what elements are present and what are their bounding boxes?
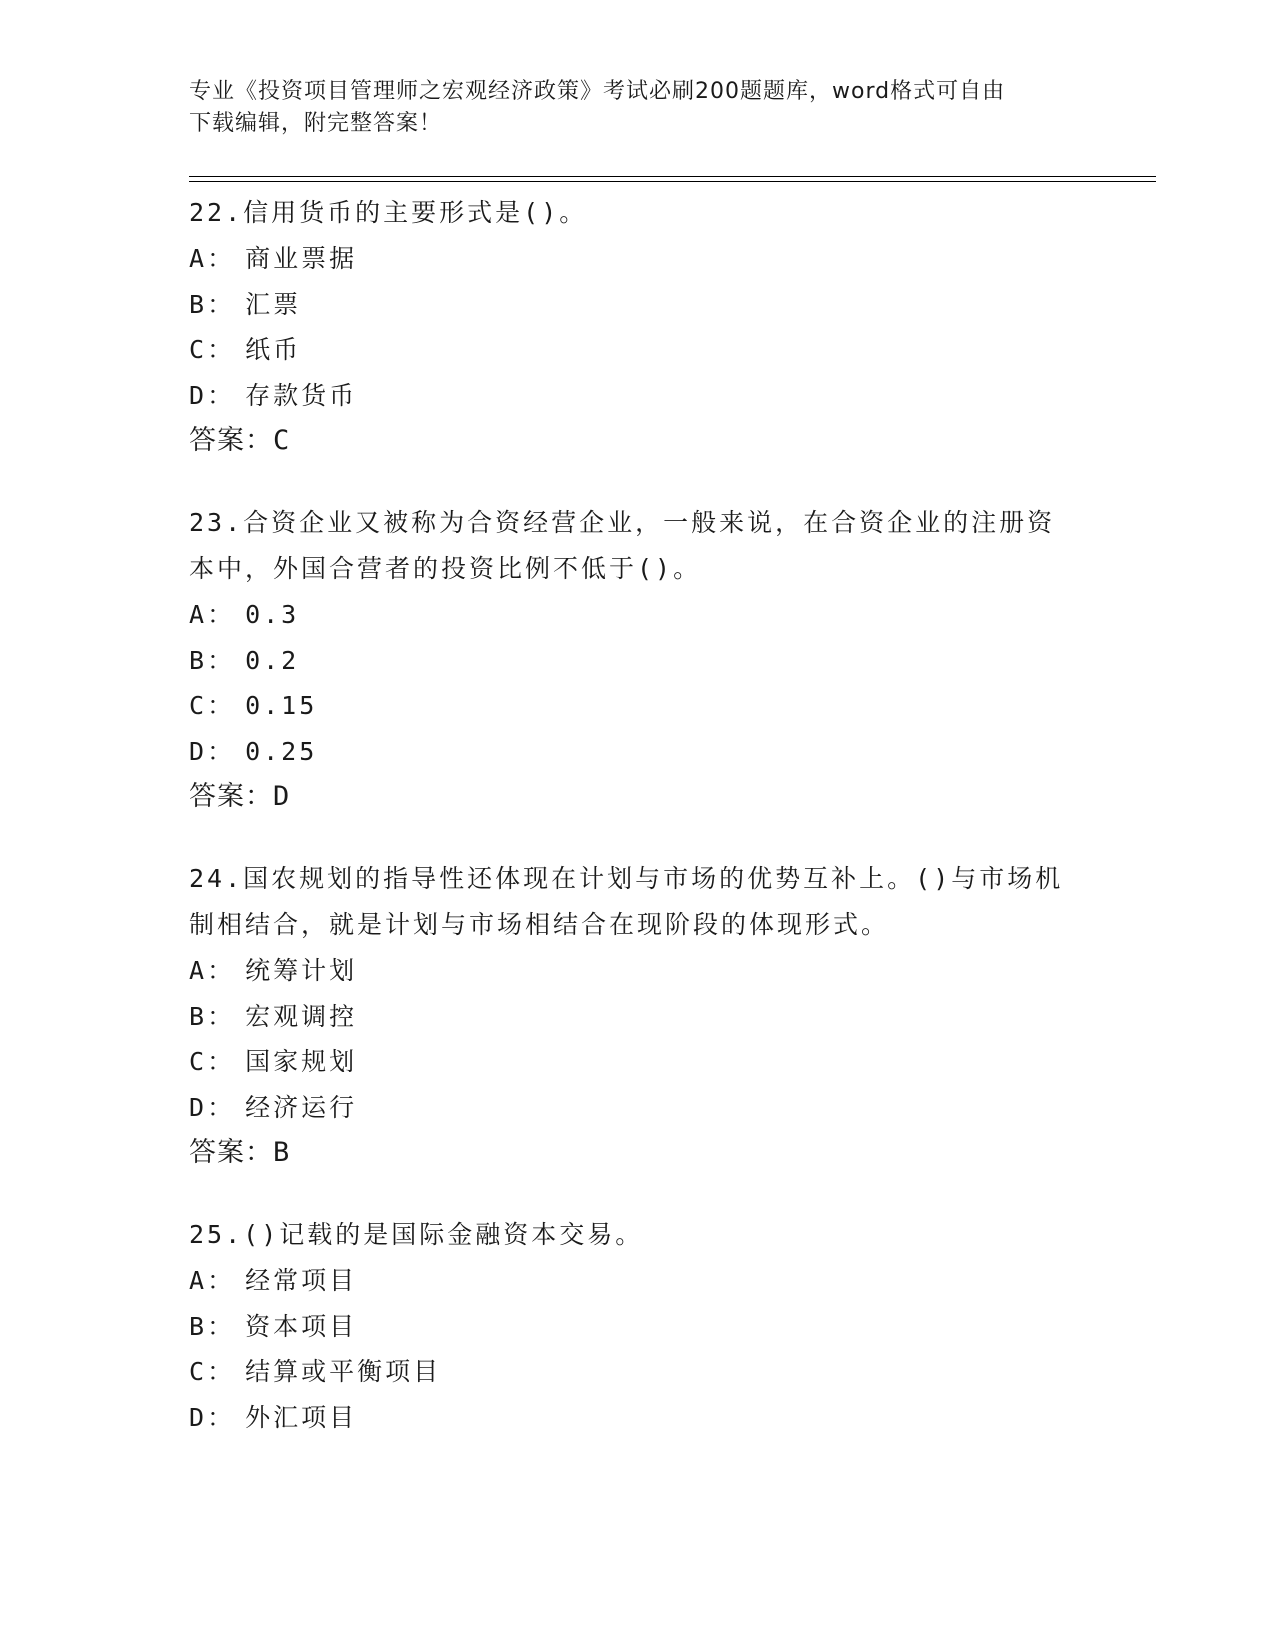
- header-line-1: 专业《投资项目管理师之宏观经济政策》考试必刷200题题库，word格式可自由: [189, 79, 1006, 104]
- option-text: 外汇项目: [245, 1402, 358, 1432]
- option-separator: ：: [207, 1092, 236, 1122]
- answer: [189, 774, 1089, 820]
- option-letter: D: [189, 1402, 208, 1432]
- question-22: [189, 190, 1089, 464]
- option-text: 统筹计划: [245, 956, 358, 985]
- answer-label: 答案：: [189, 781, 273, 812]
- option-letter: A: [189, 956, 208, 985]
- option-a: [189, 948, 1089, 994]
- option-text: 商业票据: [245, 244, 358, 273]
- option-text: 结算或平衡项目: [245, 1357, 442, 1386]
- option-c: [189, 327, 1089, 373]
- option-separator: ：: [207, 1001, 236, 1031]
- option-letter: B: [189, 1311, 208, 1341]
- option-text: 存款货币: [245, 380, 358, 410]
- option-separator: ：: [207, 691, 236, 720]
- option-d: [189, 1085, 1089, 1131]
- option-separator: ：: [207, 736, 236, 766]
- question-list: [189, 190, 1089, 1476]
- option-separator: ：: [207, 1266, 236, 1295]
- option-separator: ：: [207, 1047, 236, 1076]
- answer: [189, 418, 1089, 464]
- option-separator: ：: [207, 380, 236, 410]
- option-a: [189, 592, 1089, 638]
- option-text: 国家规划: [245, 1047, 358, 1076]
- option-letter: A: [189, 244, 208, 273]
- option-text: 资本项目: [245, 1311, 358, 1341]
- answer-label: 答案：: [189, 1137, 273, 1168]
- option-letter: A: [189, 600, 208, 629]
- option-text: 0.15: [245, 691, 318, 720]
- option-text: 宏观调控: [245, 1001, 358, 1031]
- option-a: [189, 236, 1089, 282]
- option-separator: ：: [207, 645, 236, 675]
- question-stem-line-1: 24.国农规划的指导性还体现在计划与市场的优势互补上。()与市场机: [189, 864, 1064, 893]
- option-letter: D: [189, 736, 208, 766]
- option-text: 经常项目: [245, 1266, 358, 1295]
- question-stem: 25.()记载的是国际金融资本交易。: [189, 1220, 644, 1249]
- option-text: 0.3: [245, 600, 300, 629]
- question-25: [189, 1212, 1089, 1440]
- option-letter: C: [189, 1357, 208, 1386]
- option-separator: ：: [207, 335, 236, 364]
- option-separator: ：: [207, 289, 236, 319]
- answer: [189, 1130, 1089, 1176]
- option-text: 0.25: [245, 736, 318, 766]
- answer-label: 答案：: [189, 425, 273, 456]
- question-stem: [189, 856, 1089, 948]
- option-text: 0.2: [245, 645, 300, 675]
- option-letter: C: [189, 691, 208, 720]
- option-separator: ：: [207, 1357, 236, 1386]
- option-d: [189, 373, 1089, 419]
- question-23: [189, 500, 1089, 820]
- option-letter: D: [189, 1092, 208, 1122]
- option-letter: A: [189, 1266, 208, 1295]
- option-a: [189, 1258, 1089, 1304]
- question-stem-line-1: 23.合资企业又被称为合资经营企业，一般来说，在合资企业的注册资: [189, 508, 1056, 537]
- option-separator: ：: [207, 600, 236, 629]
- option-separator: ：: [207, 956, 236, 985]
- header-line-2: 下载编辑，附完整答案！: [189, 111, 443, 136]
- question-24: [189, 856, 1089, 1176]
- option-c: [189, 1039, 1089, 1085]
- answer-value: C: [273, 425, 291, 456]
- option-text: 汇票: [245, 289, 302, 319]
- option-letter: D: [189, 380, 208, 410]
- option-separator: ：: [207, 1402, 236, 1432]
- option-letter: B: [189, 1001, 208, 1031]
- question-stem-line-2: 本中，外国合营者的投资比例不低于()。: [189, 554, 702, 583]
- option-d: [189, 1395, 1089, 1441]
- option-b: [189, 994, 1089, 1040]
- answer-value: B: [273, 1137, 291, 1168]
- document-header: [189, 76, 1089, 140]
- header-divider-bottom: [189, 181, 1156, 182]
- question-stem-line-2: 制相结合，就是计划与市场相结合在现阶段的体现形式。: [189, 910, 890, 939]
- option-text: 经济运行: [245, 1092, 358, 1122]
- option-c: [189, 683, 1089, 729]
- option-b: [189, 282, 1089, 328]
- question-stem: 22.信用货币的主要形式是()。: [189, 198, 588, 227]
- option-separator: ：: [207, 1311, 236, 1341]
- option-text: 纸币: [245, 335, 302, 364]
- option-c: [189, 1349, 1089, 1395]
- header-divider-top: [189, 176, 1156, 177]
- question-stem: [189, 500, 1089, 592]
- option-separator: ：: [207, 244, 236, 273]
- option-letter: B: [189, 645, 208, 675]
- option-letter: B: [189, 289, 208, 319]
- option-b: [189, 638, 1089, 684]
- option-letter: C: [189, 1047, 208, 1076]
- option-d: [189, 729, 1089, 775]
- option-letter: C: [189, 335, 208, 364]
- option-b: [189, 1304, 1089, 1350]
- answer-value: D: [273, 781, 291, 812]
